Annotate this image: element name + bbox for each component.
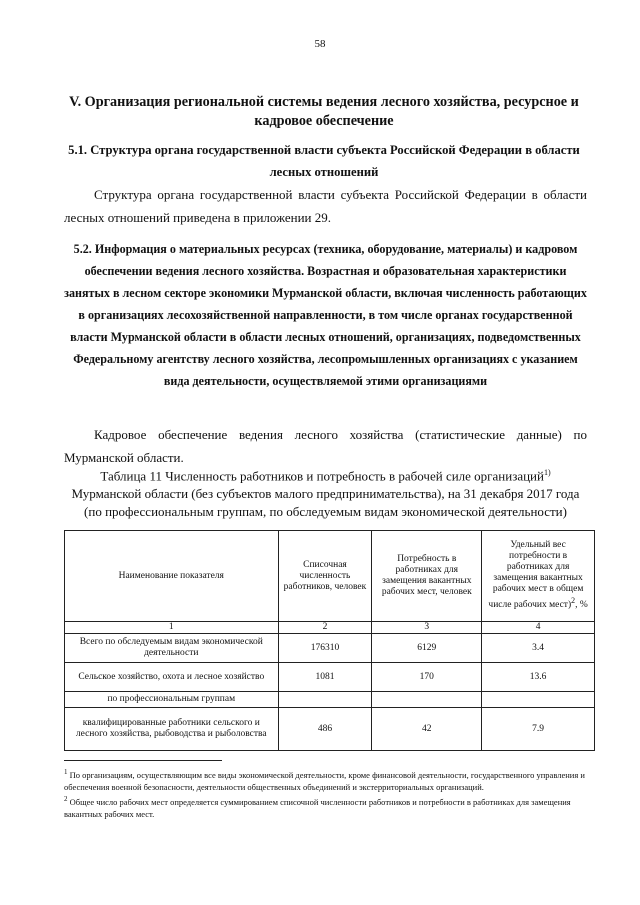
- table-row: [65, 634, 595, 663]
- table-row: [65, 708, 595, 751]
- header-indicator: Наименование показателя: [65, 531, 279, 622]
- row-need: 170: [372, 663, 482, 692]
- header-employees: Списочная численность работников, человек: [278, 531, 372, 622]
- footnote-text: Общее число рабочих мест определяется суммированием списочной численности работников и потребности в работниках для замещения вакантных рабочих мест.: [64, 796, 571, 819]
- table-row: [65, 692, 595, 708]
- row-need: 6129: [372, 634, 482, 663]
- footnote-mark: 2: [64, 794, 68, 803]
- header-share-footnote-ref: 2: [571, 596, 576, 606]
- table-caption-footnote-ref: 1): [543, 468, 551, 477]
- row-name: Всего по обследуемым видам экономической деятельности: [65, 634, 279, 663]
- table-caption-part2: Мурманской области (без субъектов малого предпринимательства), на 31 декабря 2017 года (по профессиональным группам, по обследуемым видам экономической деятельности): [71, 486, 580, 520]
- table-row: [65, 663, 595, 692]
- footnote-divider: [64, 760, 222, 761]
- footnote-mark: 1: [64, 768, 68, 776]
- page-number: 58: [314, 38, 326, 50]
- row-empty-cell: [482, 692, 595, 708]
- footnote: [64, 766, 592, 793]
- column-number: 3: [372, 622, 482, 634]
- column-number-row: [65, 622, 595, 634]
- footnote-text: По организациям, осуществляющим все виды экономической деятельности, кроме финансовой деятельности, государственного управления и обеспечения военной безопасности, деятельности общественных объединений и экстерриториальных организаций.: [64, 769, 585, 792]
- row-empty-cell: [372, 692, 482, 708]
- footnote: [64, 793, 592, 820]
- column-number: 2: [278, 622, 372, 634]
- header-need: Потребность в работниках для замещения вакантных рабочих мест, человек: [372, 531, 482, 622]
- row-name: Сельское хозяйство, охота и лесное хозяйство: [65, 663, 279, 692]
- footnotes: [64, 766, 592, 820]
- table-caption-part1: Таблица 11 Численность работников и потребность в рабочей силе организаций: [100, 468, 544, 484]
- column-number: 1: [65, 622, 279, 634]
- row-need: 42: [372, 708, 482, 751]
- section-title: V. Организация региональной системы ведения лесного хозяйства, ресурсное и кадровое обеспечение: [69, 94, 579, 129]
- row-share: 13.6: [482, 663, 595, 692]
- table-caption: [64, 464, 587, 521]
- subsection-1-title: 5.1. Структура органа государственной власти субъекта Российской Федерации в области лесных отношений: [68, 143, 580, 179]
- row-name: квалифицированные работники сельского и лесного хозяйства, рыбоводства и рыболовства: [65, 708, 279, 751]
- subsection-1-text: Структура органа государственной власти субъекта Российской Федерации в области лесных отношений приведена в приложении 29.: [64, 187, 587, 225]
- table-header-row: [65, 531, 595, 622]
- subsection-2-text: Кадровое обеспечение ведения лесного хозяйства (статистические данные) по Мурманской области.: [64, 427, 587, 465]
- row-empty-cell: [278, 692, 372, 708]
- row-name: по профессиональным группам: [65, 692, 279, 708]
- header-share-unit: , %: [575, 600, 588, 611]
- subsection-2-title: 5.2. Информация о материальных ресурсах (техника, оборудование, материалы) и кадровом обеспечении ведения лесного хозяйства. Возрастная и образовательная характеристики занятых в лесном секторе экономики Мурманской области, включая численность работающих в организациях лесохозяйственной направленности, в том числе органах государственной власти Мурманской области в области лесных отношений, организациях, подведомственных Федеральному агентству лесного хозяйства, лесопромышленных организациях с указанием вида деятельности, осуществляемой этими организациями: [64, 242, 587, 388]
- workforce-table: [64, 530, 595, 751]
- row-share: 7.9: [482, 708, 595, 751]
- row-employees: 486: [278, 708, 372, 751]
- row-employees: 176310: [278, 634, 372, 663]
- row-employees: 1081: [278, 663, 372, 692]
- header-share-text: Удельный вес потребности в работниках для замещения вакантных рабочих мест в общем числе рабочих мест): [488, 540, 584, 611]
- column-number: 4: [482, 622, 595, 634]
- row-share: 3.4: [482, 634, 595, 663]
- header-share: [482, 531, 595, 622]
